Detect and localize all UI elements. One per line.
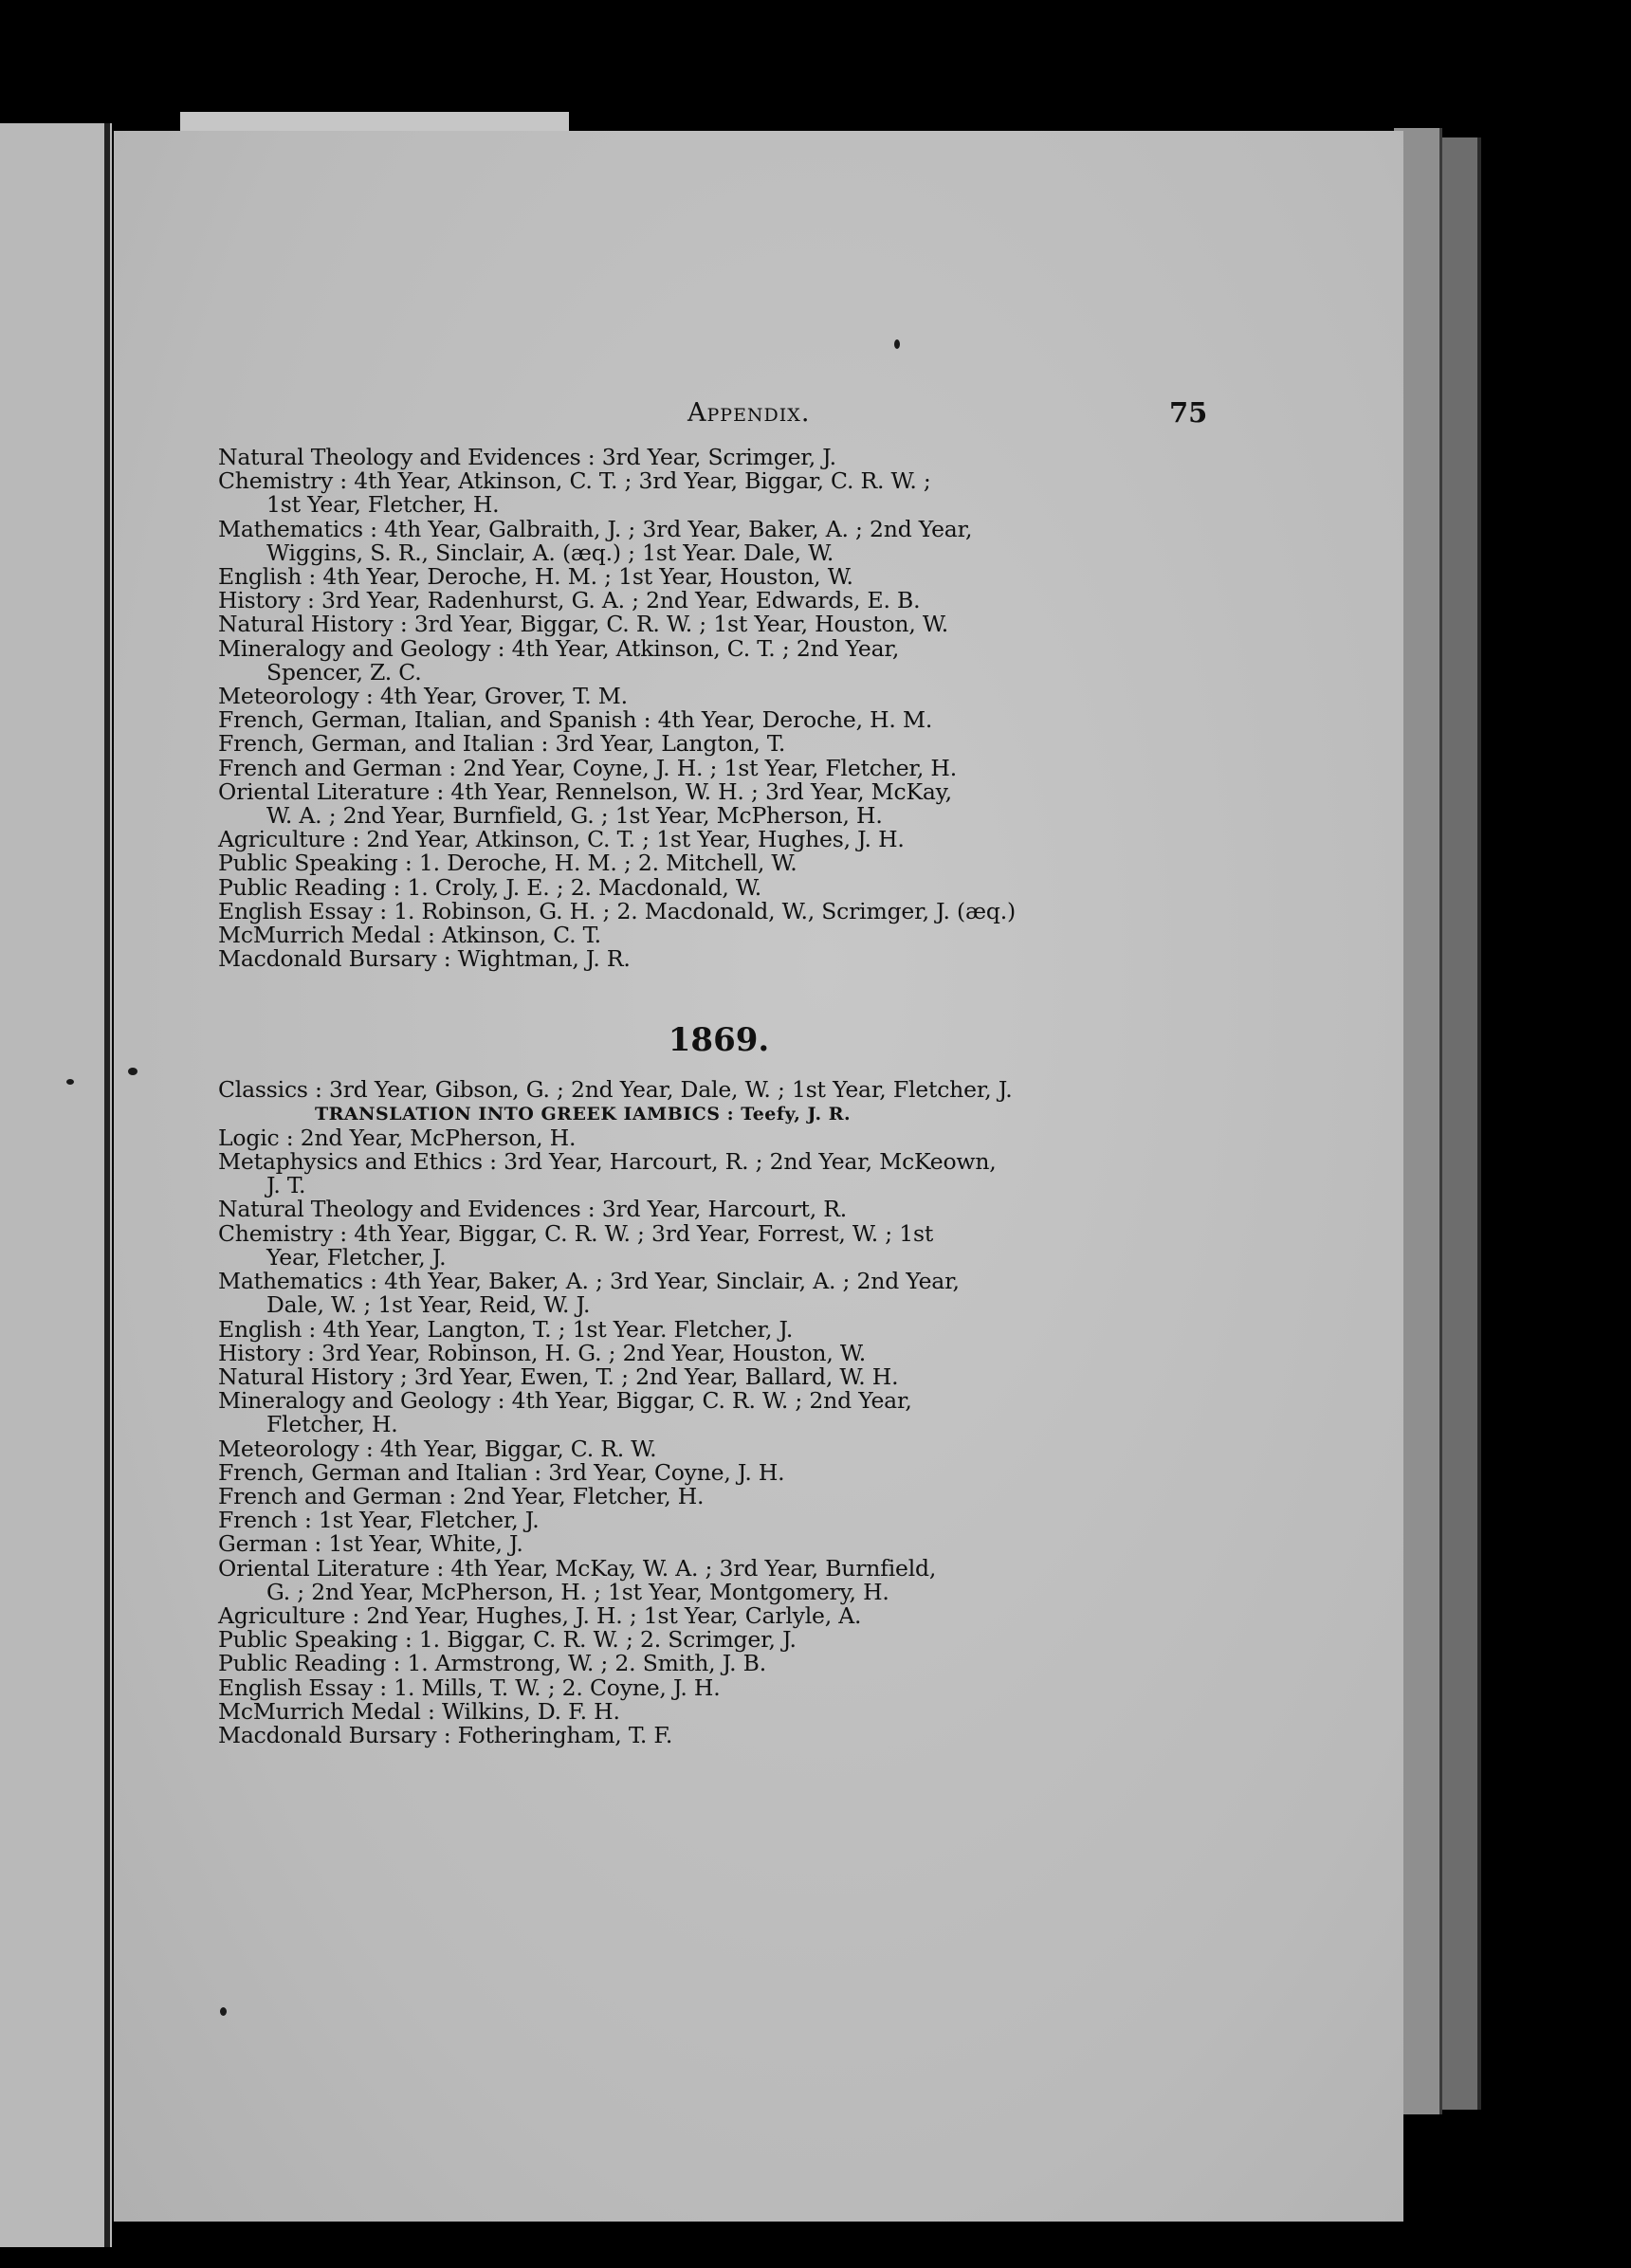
text-line: Natural Theology and Evidences : 3rd Year, Harcourt, R.: [218, 1196, 848, 1223]
text-line: Mineralogy and Geology : 4th Year, Atkinson, C. T. ; 2nd Year,: [218, 634, 900, 662]
text-line: Macdonald Bursary : Wightman, J. R.: [218, 945, 631, 973]
text-line: Agriculture : 2nd Year, Hughes, J. H. ; 1st Year, Carlyle, A.: [218, 1601, 862, 1629]
text-line: Public Speaking : 1. Biggar, C. R. W. ; 2. Scrimger, J.: [218, 1626, 797, 1654]
page-number: 75: [1169, 396, 1208, 429]
text-line: Oriental Literature : 4th Year, McKay, W. A. ; 3rd Year, Burnfield,: [218, 1554, 937, 1582]
ink-spot: [128, 1068, 137, 1075]
text-line: History : 3rd Year, Robinson, H. G. ; 2nd Year, Houston, W.: [218, 1339, 867, 1366]
back-page-edge-outer: [1439, 137, 1481, 2110]
text-line: Chemistry : 4th Year, Atkinson, C. T. ; 3rd Year, Biggar, C. R. W. ;: [218, 467, 931, 495]
text-line: Natural History : 3rd Year, Biggar, C. R. W. ; 1st Year, Houston, W.: [218, 611, 948, 638]
text-line: Agriculture : 2nd Year, Atkinson, C. T. ; 1st Year, Hughes, J. H.: [218, 826, 905, 853]
ink-spot: [66, 1079, 74, 1085]
section-1868: [218, 446, 1214, 971]
text-line: French and German : 2nd Year, Coyne, J. H. ; 1st Year, Fletcher, H.: [218, 754, 957, 781]
text-line: Fletcher, H.: [266, 1411, 398, 1438]
text-line: W. A. ; 2nd Year, Burnfield, G. ; 1st Year, McPherson, H.: [266, 802, 883, 830]
text-line: Public Reading : 1. Armstrong, W. ; 2. Smith, J. B.: [218, 1650, 767, 1677]
text-line: J. T.: [266, 1172, 306, 1199]
text-line: Oriental Literature : 4th Year, Rennelson, W. H. ; 3rd Year, McKay,: [218, 777, 952, 805]
text-line: Public Speaking : 1. Deroche, H. M. ; 2. Mitchell, W.: [218, 850, 797, 877]
text-line: Chemistry : 4th Year, Biggar, C. R. W. ; 3rd Year, Forrest, W. ; 1st: [218, 1219, 934, 1247]
text-line: 1st Year, Fletcher, H.: [266, 491, 500, 519]
text-line: French, German and Italian : 3rd Year, Coyne, J. H.: [218, 1458, 785, 1486]
text-line: Macdonald Bursary : Fotheringham, T. F.: [218, 1721, 673, 1748]
text-line: Natural History ; 3rd Year, Ewen, T. ; 2nd Year, Ballard, W. H.: [218, 1363, 899, 1390]
year-heading: 1869.: [668, 1021, 770, 1060]
text-line: English : 4th Year, Langton, T. ; 1st Year. Fletcher, J.: [218, 1315, 794, 1343]
ink-spot: [894, 339, 900, 349]
text-line: Meteorology : 4th Year, Biggar, C. R. W.: [218, 1435, 657, 1462]
section-1869: [218, 1078, 1214, 1747]
text-line: Dale, W. ; 1st Year, Reid, W. J.: [266, 1291, 591, 1319]
text-line: McMurrich Medal : Atkinson, C. T.: [218, 922, 601, 949]
text-line: Natural Theology and Evidences : 3rd Year, Scrimger, J.: [218, 444, 836, 470]
text-line: Mathematics : 4th Year, Baker, A. ; 3rd Year, Sinclair, A. ; 2nd Year,: [218, 1268, 960, 1295]
text-line: French : 1st Year, Fletcher, J.: [218, 1507, 540, 1534]
text-line: English : 4th Year, Deroche, H. M. ; 1st Year, Houston, W.: [218, 563, 853, 591]
text-line: Wiggins, S. R., Sinclair, A. (æq.) ; 1st Year. Dale, W.: [266, 539, 834, 566]
section-gap: [218, 971, 1214, 1023]
text-line: Mineralogy and Geology : 4th Year, Biggar, C. R. W. ; 2nd Year,: [218, 1387, 912, 1415]
left-page-top-edge: [180, 112, 569, 131]
text-line: G. ; 2nd Year, McPherson, H. ; 1st Year, Montgomery, H.: [266, 1578, 889, 1605]
page-text: [218, 398, 1214, 1747]
text-line: History : 3rd Year, Radenhurst, G. A. ; 2nd Year, Edwards, E. B.: [218, 587, 921, 614]
text-line: French, German, Italian, and Spanish : 4th Year, Deroche, H. M.: [218, 706, 933, 734]
text-line: English Essay : 1. Mills, T. W. ; 2. Coyne, J. H.: [218, 1674, 721, 1701]
ink-spot: [220, 2007, 227, 2016]
text-line: Classics : 3rd Year, Gibson, G. ; 2nd Year, Dale, W. ; 1st Year, Fletcher, J.: [218, 1076, 1013, 1104]
text-line: Metaphysics and Ethics : 3rd Year, Harcourt, R. ; 2nd Year, McKeown,: [218, 1148, 997, 1176]
text-line: Mathematics : 4th Year, Galbraith, J. ; 3rd Year, Baker, A. ; 2nd Year,: [218, 515, 973, 542]
text-line: German : 1st Year, White, J.: [218, 1530, 523, 1558]
text-line: Logic : 2nd Year, McPherson, H.: [218, 1124, 577, 1151]
text-line: French and German : 2nd Year, Fletcher, H.: [218, 1482, 705, 1509]
text-line: Spencer, Z. C.: [266, 658, 422, 686]
text-line: French, German, and Italian : 3rd Year, Langton, T.: [218, 730, 786, 758]
text-line: Year, Fletcher, J.: [266, 1243, 447, 1271]
header-title: Appendix.: [687, 398, 811, 428]
text-line: Public Reading : 1. Croly, J. E. ; 2. Macdonald, W.: [218, 873, 762, 901]
text-line: English Essay : 1. Robinson, G. H. ; 2. Macdonald, W., Scrimger, J. (æq.): [218, 897, 1016, 924]
text-line: McMurrich Medal : Wilkins, D. F. H.: [218, 1697, 620, 1725]
running-header: [218, 398, 1214, 446]
left-page-edge: [0, 123, 112, 2247]
text-line: TRANSLATION INTO GREEK IAMBICS : Teefy, J. R.: [315, 1103, 852, 1125]
text-line: Meteorology : 4th Year, Grover, T. M.: [218, 683, 628, 710]
page-spine: [104, 123, 110, 2247]
